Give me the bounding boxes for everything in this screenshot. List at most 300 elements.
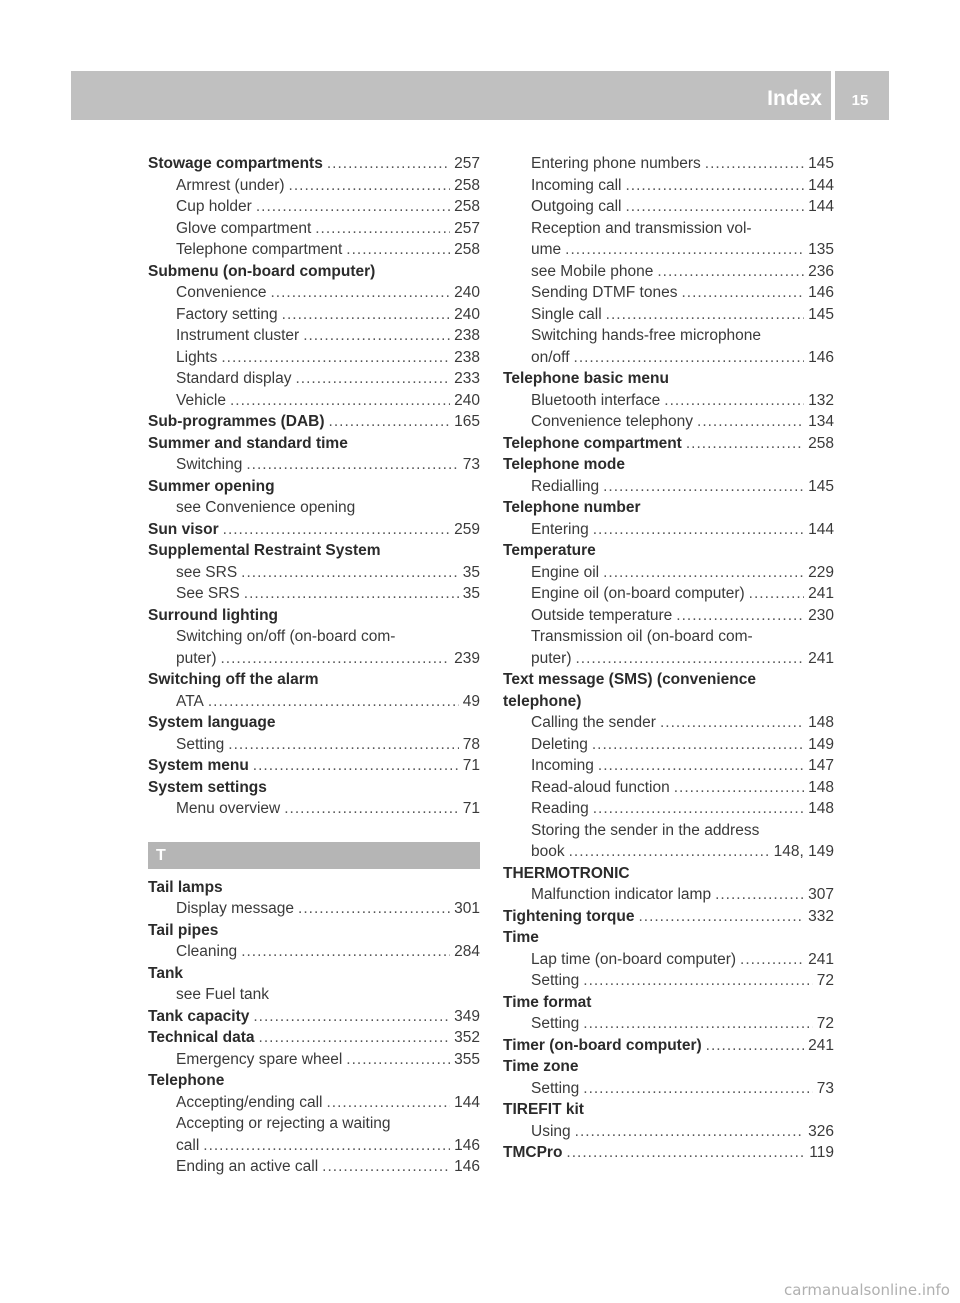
page-reference: 71 xyxy=(462,757,480,774)
index-subentry xyxy=(148,390,480,412)
entry-label: Standard display xyxy=(176,370,292,387)
index-entry xyxy=(148,153,480,175)
page-reference: 144 xyxy=(454,1093,480,1111)
entry-label: THERMOTRONIC xyxy=(503,864,630,882)
index-entry xyxy=(503,927,834,949)
dot-leader xyxy=(625,196,804,218)
entry-label: Summer and standard time xyxy=(148,434,348,452)
entry-label: TIREFIT kit xyxy=(503,1101,584,1118)
dot-leader xyxy=(346,1049,450,1071)
dot-leader xyxy=(256,196,450,218)
entry-label: Cleaning xyxy=(176,943,238,960)
index-entry xyxy=(148,1070,480,1092)
dot-leader xyxy=(284,798,459,820)
index-subentry xyxy=(503,970,834,992)
index-subentry xyxy=(503,304,834,326)
entry-label: Emergency spare wheel xyxy=(176,1050,343,1068)
index-entry xyxy=(148,476,480,498)
page-reference: 240 xyxy=(454,305,480,323)
entry-label: Incoming xyxy=(531,757,594,774)
index-subentry xyxy=(503,261,834,283)
entry-label: Deleting xyxy=(531,735,588,753)
page-reference: 284 xyxy=(454,943,480,960)
entry-label: Setting xyxy=(531,972,580,989)
page-reference: 134 xyxy=(808,413,834,430)
index-entry xyxy=(148,963,480,985)
page-reference: 258 xyxy=(454,198,480,215)
page-reference: 326 xyxy=(808,1122,834,1140)
entry-label: System settings xyxy=(148,778,267,796)
index-subentry xyxy=(148,304,480,326)
page-reference: 145 xyxy=(808,477,834,495)
entry-label: Entering phone numbers xyxy=(531,155,701,172)
index-subentry xyxy=(503,390,834,412)
entry-label: Switching off the alarm xyxy=(148,671,319,688)
index-subentry xyxy=(148,648,480,670)
dot-leader xyxy=(660,712,804,734)
entry-label: Single call xyxy=(531,305,602,323)
index-subentry xyxy=(503,239,834,261)
index-subentry xyxy=(148,583,480,605)
page-reference: 165 xyxy=(454,413,480,430)
index-entry xyxy=(148,877,480,899)
index-subentry xyxy=(148,798,480,820)
index-subentry xyxy=(148,1113,480,1135)
dot-leader xyxy=(740,949,804,971)
entry-label: see Convenience opening xyxy=(176,499,356,516)
page-reference: 144 xyxy=(808,198,834,215)
dot-leader xyxy=(681,282,804,304)
dot-leader xyxy=(329,411,451,433)
page-reference: 146 xyxy=(454,1158,480,1175)
entry-label: on/off xyxy=(531,348,570,366)
index-subentry xyxy=(148,734,480,756)
index-subentry xyxy=(503,949,834,971)
page-title: Index xyxy=(767,87,822,110)
entry-label: Switching on/off (on-board com- xyxy=(176,628,396,645)
index-subentry xyxy=(148,347,480,369)
page-reference: 257 xyxy=(454,155,480,172)
page-reference: 355 xyxy=(454,1050,480,1068)
dot-leader xyxy=(569,841,770,863)
page-reference: 258 xyxy=(808,434,834,452)
dot-leader xyxy=(593,519,804,541)
dot-leader xyxy=(228,734,458,756)
dot-leader xyxy=(749,583,804,605)
entry-label: Temperature xyxy=(503,542,596,559)
dot-leader xyxy=(270,282,450,304)
index-subentry xyxy=(503,218,834,240)
index-entry xyxy=(148,712,480,734)
entry-label: Engine oil xyxy=(531,563,600,581)
dot-leader xyxy=(346,239,450,261)
entry-label: Lights xyxy=(176,348,218,366)
dot-leader xyxy=(575,1121,804,1143)
index-subentry xyxy=(503,1013,834,1035)
entry-label: Switching xyxy=(176,456,243,473)
index-entry xyxy=(503,368,834,390)
index-subentry xyxy=(503,777,834,799)
entry-label: Tightening torque xyxy=(503,907,635,925)
dot-leader xyxy=(566,1142,805,1164)
page-reference: 148 xyxy=(808,714,834,731)
index-subentry xyxy=(148,454,480,476)
page-reference: 148 xyxy=(808,800,834,817)
page-reference: 72 xyxy=(816,972,834,989)
page-reference: 144 xyxy=(808,176,834,194)
page-reference: 230 xyxy=(808,606,834,624)
index-entry xyxy=(503,454,834,476)
entry-label: Armrest (under) xyxy=(176,176,285,194)
entry-label: puter) xyxy=(176,649,217,667)
page-reference: 71 xyxy=(462,800,480,817)
entry-label: Telephone xyxy=(148,1072,225,1089)
index-entry xyxy=(503,691,834,713)
entry-label: Setting xyxy=(531,1079,580,1097)
index-subentry xyxy=(148,984,480,1006)
page-reference: 241 xyxy=(808,585,834,602)
dot-leader xyxy=(583,970,812,992)
page-reference: 78 xyxy=(462,735,480,753)
index-entry xyxy=(148,519,480,541)
entry-label: Outside temperature xyxy=(531,606,673,624)
page-reference: 238 xyxy=(454,348,480,366)
dot-leader xyxy=(246,454,458,476)
index-subentry xyxy=(148,175,480,197)
page-reference: 259 xyxy=(454,520,480,538)
dot-leader xyxy=(289,175,451,197)
entry-label: Tank capacity xyxy=(148,1007,250,1025)
dot-leader xyxy=(295,368,450,390)
index-entry xyxy=(503,669,834,691)
dot-leader xyxy=(241,941,450,963)
dot-leader xyxy=(638,906,804,928)
dot-leader xyxy=(664,390,804,412)
entry-label: Lap time (on-board computer) xyxy=(531,950,737,968)
page-reference: 240 xyxy=(454,391,480,409)
index-subentry xyxy=(148,282,480,304)
entry-label: telephone) xyxy=(503,692,582,710)
entry-label: System language xyxy=(148,714,276,731)
index-subentry xyxy=(148,562,480,584)
entry-label: ume xyxy=(531,241,562,258)
index-subentry xyxy=(503,476,834,498)
entry-label: see SRS xyxy=(176,563,238,581)
dot-leader xyxy=(327,1092,451,1114)
dot-leader xyxy=(244,583,459,605)
entry-label: Read-aloud function xyxy=(531,778,670,796)
entry-label: Timer (on-board computer) xyxy=(503,1036,702,1054)
index-entry xyxy=(148,755,480,777)
page-reference: 257 xyxy=(454,219,480,237)
dot-leader xyxy=(598,755,804,777)
index-subentry xyxy=(148,1135,480,1157)
page-reference: 72 xyxy=(816,1015,834,1032)
entry-label: Telephone compartment xyxy=(503,434,682,452)
entry-label: Sub-programmes (DAB) xyxy=(148,413,325,430)
page-reference: 146 xyxy=(808,284,834,301)
dot-leader xyxy=(593,798,804,820)
page-reference: 35 xyxy=(462,563,480,581)
entry-label: Accepting or rejecting a waiting xyxy=(176,1115,391,1132)
dot-leader xyxy=(606,304,804,326)
entry-label: Reading xyxy=(531,800,589,817)
index-list-t-continued xyxy=(503,153,834,1164)
index-entry xyxy=(148,920,480,942)
index-entry xyxy=(503,433,834,455)
page-reference: 307 xyxy=(808,886,834,903)
entry-label: Convenience xyxy=(176,284,267,301)
entry-label: Time format xyxy=(503,993,592,1011)
entry-label: Time zone xyxy=(503,1058,579,1075)
dot-leader xyxy=(603,562,804,584)
index-subentry xyxy=(503,153,834,175)
dot-leader xyxy=(298,898,450,920)
index-subentry xyxy=(148,1049,480,1071)
entry-label: See SRS xyxy=(176,585,240,602)
entry-label: Glove compartment xyxy=(176,219,312,237)
index-entry xyxy=(503,863,834,885)
entry-label: Summer opening xyxy=(148,477,275,495)
dot-leader xyxy=(676,605,804,627)
dot-leader xyxy=(203,1135,450,1157)
entry-label: Sending DTMF tones xyxy=(531,284,678,301)
index-column-left xyxy=(148,153,480,1178)
entry-label: Bluetooth interface xyxy=(531,391,661,409)
index-subentry xyxy=(503,841,834,863)
page-reference: 148, 149 xyxy=(773,843,834,860)
page-number: 15 xyxy=(851,92,869,109)
entry-label: Factory setting xyxy=(176,305,278,323)
dot-leader xyxy=(625,175,804,197)
page-reference: 35 xyxy=(462,585,480,602)
entry-label: Ending an active call xyxy=(176,1158,319,1175)
entry-label: Redialling xyxy=(531,477,600,495)
entry-label: Using xyxy=(531,1122,571,1140)
entry-label: TMCPro xyxy=(503,1144,563,1161)
entry-label: Stowage compartments xyxy=(148,155,323,172)
dot-leader xyxy=(583,1078,812,1100)
index-entry xyxy=(148,605,480,627)
entry-label: Surround lighting xyxy=(148,606,279,624)
entry-label: Telephone basic menu xyxy=(503,370,669,387)
index-entry xyxy=(148,540,480,562)
page-reference: 240 xyxy=(454,284,480,301)
index-subentry xyxy=(503,325,834,347)
entry-label: Outgoing call xyxy=(531,198,622,215)
page-reference: 238 xyxy=(454,327,480,344)
dot-leader xyxy=(603,476,804,498)
entry-label: Supplemental Restraint System xyxy=(148,542,381,559)
index-subentry xyxy=(503,798,834,820)
dot-leader xyxy=(221,648,451,670)
dot-leader xyxy=(565,239,804,261)
index-entry xyxy=(148,433,480,455)
index-entry xyxy=(503,1142,834,1164)
entry-label: Tail pipes xyxy=(148,921,219,939)
entry-label: Entering xyxy=(531,520,589,538)
page-reference: 352 xyxy=(454,1029,480,1046)
entry-label: Transmission oil (on-board com- xyxy=(531,628,753,645)
index-entry xyxy=(503,992,834,1014)
page-reference: 229 xyxy=(808,563,834,581)
entry-label: Menu overview xyxy=(176,800,281,817)
page-reference: 73 xyxy=(816,1079,834,1097)
index-subentry xyxy=(503,411,834,433)
index-subentry xyxy=(503,755,834,777)
entry-label: Telephone compartment xyxy=(176,241,343,258)
index-subentry xyxy=(148,196,480,218)
index-subentry xyxy=(503,712,834,734)
page-reference: 119 xyxy=(809,1144,834,1161)
index-entry xyxy=(503,1056,834,1078)
index-subentry xyxy=(503,605,834,627)
index-subentry xyxy=(148,1092,480,1114)
entry-label: call xyxy=(176,1136,200,1154)
watermark: carmanualsonline.info xyxy=(784,1281,950,1299)
entry-label: Text message (SMS) (convenience xyxy=(503,671,756,688)
section-header-t xyxy=(148,842,480,869)
page-reference: 241 xyxy=(808,950,834,968)
page-reference: 147 xyxy=(808,757,834,774)
entry-label: Storing the sender in the address xyxy=(531,821,760,839)
dot-leader xyxy=(576,648,805,670)
index-subentry xyxy=(148,626,480,648)
index-subentry xyxy=(503,648,834,670)
index-subentry xyxy=(148,898,480,920)
index-subentry xyxy=(148,1156,480,1178)
index-entry xyxy=(503,906,834,928)
dot-leader xyxy=(303,325,450,347)
page-reference: 332 xyxy=(808,907,834,925)
page-reference: 239 xyxy=(454,649,480,667)
page-reference: 349 xyxy=(454,1007,480,1025)
entry-label: Vehicle xyxy=(176,391,226,409)
page-reference: 233 xyxy=(454,370,480,387)
index-subentry xyxy=(503,820,834,842)
page-reference: 135 xyxy=(808,241,834,258)
dot-leader xyxy=(686,433,804,455)
index-subentry xyxy=(503,583,834,605)
index-subentry xyxy=(503,562,834,584)
entry-label: Time xyxy=(503,929,539,946)
index-subentry xyxy=(503,626,834,648)
index-subentry xyxy=(503,347,834,369)
entry-label: Accepting/ending call xyxy=(176,1093,323,1111)
dot-leader xyxy=(223,519,450,541)
entry-label: Sun visor xyxy=(148,520,219,538)
dot-leader xyxy=(253,755,459,777)
index-subentry xyxy=(503,884,834,906)
dot-leader xyxy=(583,1013,812,1035)
dot-leader xyxy=(315,218,450,240)
dot-leader xyxy=(327,153,450,175)
entry-label: Tank xyxy=(148,964,184,982)
entry-label: Convenience telephony xyxy=(531,413,694,430)
dot-leader xyxy=(253,1006,450,1028)
index-entry xyxy=(148,777,480,799)
entry-label: Telephone mode xyxy=(503,456,626,473)
entry-label: ATA xyxy=(176,692,204,710)
page-reference: 258 xyxy=(454,176,480,194)
entry-label: Setting xyxy=(176,735,225,753)
index-entry xyxy=(148,411,480,433)
entry-label: puter) xyxy=(531,649,572,667)
index-subentry xyxy=(503,734,834,756)
page-reference: 148 xyxy=(808,778,834,796)
index-subentry xyxy=(503,519,834,541)
entry-label: see Mobile phone xyxy=(531,262,654,280)
page-reference: 73 xyxy=(462,456,480,473)
dot-leader xyxy=(592,734,804,756)
entry-label: Tail lamps xyxy=(148,878,223,896)
index-entry xyxy=(503,497,834,519)
entry-label: Technical data xyxy=(148,1029,255,1046)
index-entry xyxy=(503,1035,834,1057)
page-reference: 146 xyxy=(808,348,834,366)
entry-label: Cup holder xyxy=(176,198,252,215)
page-reference: 145 xyxy=(808,305,834,323)
dot-leader xyxy=(322,1156,450,1178)
dot-leader xyxy=(221,347,450,369)
page-reference: 132 xyxy=(808,391,834,409)
dot-leader xyxy=(259,1027,451,1049)
dot-leader xyxy=(208,691,459,713)
entry-label: System menu xyxy=(148,757,249,774)
entry-label: Submenu (on-board computer) xyxy=(148,262,376,280)
index-subentry xyxy=(148,368,480,390)
entry-label: Calling the sender xyxy=(531,714,656,731)
dot-leader xyxy=(241,562,459,584)
section-letter: T xyxy=(156,846,166,864)
index-entry xyxy=(148,261,480,283)
index-subentry xyxy=(148,325,480,347)
dot-leader xyxy=(574,347,805,369)
index-entry xyxy=(148,1006,480,1028)
dot-leader xyxy=(230,390,450,412)
dot-leader xyxy=(282,304,450,326)
index-subentry xyxy=(148,218,480,240)
index-subentry xyxy=(148,497,480,519)
page-reference: 49 xyxy=(462,692,480,710)
index-subentry xyxy=(148,941,480,963)
dot-leader xyxy=(705,153,804,175)
index-list-s xyxy=(148,153,480,820)
dot-leader xyxy=(674,777,804,799)
dot-leader xyxy=(715,884,804,906)
entry-label: Telephone number xyxy=(503,499,641,516)
index-subentry xyxy=(503,1078,834,1100)
page-reference: 258 xyxy=(454,241,480,258)
dot-leader xyxy=(706,1035,804,1057)
page-reference: 144 xyxy=(808,520,834,538)
index-entry xyxy=(503,540,834,562)
entry-label: see Fuel tank xyxy=(176,986,270,1003)
index-entry xyxy=(148,1027,480,1049)
entry-label: Incoming call xyxy=(531,176,622,194)
dot-leader xyxy=(697,411,804,433)
entry-label: Instrument cluster xyxy=(176,327,300,344)
page-reference: 149 xyxy=(808,735,834,753)
index-entry xyxy=(503,1099,834,1121)
index-subentry xyxy=(148,691,480,713)
page-reference: 241 xyxy=(808,1036,834,1054)
page-reference: 301 xyxy=(454,900,480,917)
entry-label: Reception and transmission vol- xyxy=(531,219,752,237)
index-column-right xyxy=(503,153,834,1164)
index-entry xyxy=(148,669,480,691)
page-reference: 146 xyxy=(454,1136,480,1154)
